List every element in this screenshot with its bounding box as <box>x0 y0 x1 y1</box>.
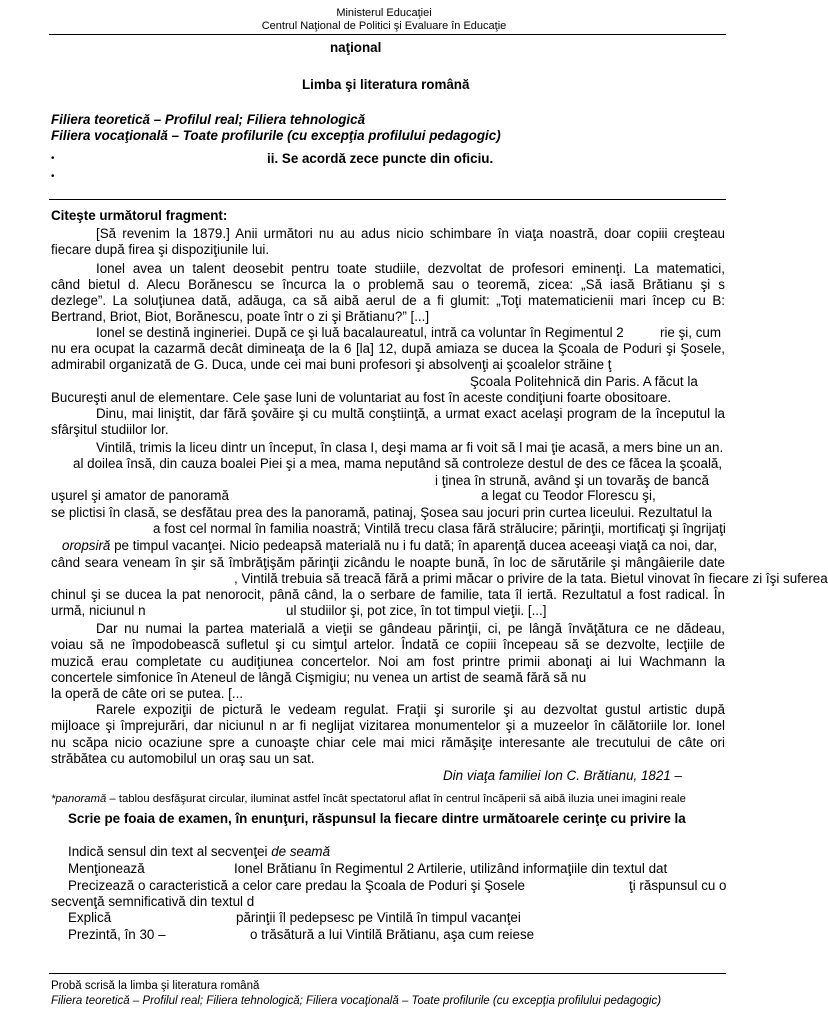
source-citation: Din viaţa familiei Ion C. Brătianu, 1821 – <box>443 768 682 783</box>
text-line: când seara veneam în şir să îmbrăţişăm părinţii zicându le noapte bună, în loc de sărutările şi mângâierile date <box>51 555 725 570</box>
text-line: urmă, niciunul n <box>51 603 146 618</box>
footer-divider <box>49 973 726 974</box>
text-line: oropsiră pe timpul vacanţei. Nicio pedeapsă materială nu i fu dată; în aparenţă ducea aceeaşi viaţă ca noi, dar, <box>62 538 718 553</box>
text-line: muzică erau completate cu audiţiunea concertelor. Noi am fost printre primii abonaţi ai lui Wachmann la <box>51 654 725 669</box>
text-line: i ţinea în strună, având şi un tovarăş de bancă <box>435 473 709 488</box>
text-line: chinul şi se ducea la pat nenorocit, până când, la o serbare de familie, tata îl iertă. Rezultatul a fost radical. În <box>51 587 725 602</box>
text-line: Ionel avea un talent deosebit pentru toate studiile, dezvoltat de profesori eminenţi. La matematici, <box>96 261 725 276</box>
bullet-icon: • <box>51 153 55 164</box>
header-exam-type: naţional <box>330 40 382 55</box>
text-line: străbătea cu automobilul un oraş sau un sat. <box>51 751 315 766</box>
text-line: a fost cel normal în familia noastră; Vintilă trecu clasa fără strălucire; părinţii, mortificaţi şi îngrijaţi <box>153 521 726 536</box>
text-line: Bertrand, Briot, Biot, Borănescu, poate într o zi şi Brătianu?” [...] <box>51 309 430 324</box>
task-2-verb: Menţionează <box>68 861 145 876</box>
text-line: [Să revenim la 1879.] Anii următori nu au adus nicio schimbare în viaţa noastră, doar copiii creşteau <box>96 226 725 241</box>
bullet-icon: • <box>51 171 55 182</box>
text-line: , Vintilă trebuia să treacă fără a primi măcar o privire de la tata. Bietul vinovat în fiecare zi îşi suferea <box>234 571 828 586</box>
text-line: Rarele expoziţii de pictură le vedeam regulat. Fraţii şi surorile şi au dezvoltat gustul artistic după <box>96 702 725 717</box>
task-1: Indică sensul din text al secvenţei de seamă <box>68 844 331 859</box>
text-line: dezlege”. La soluţiunea dată, adăuga, ca să aibă aerul de a fi glumit: „Toţi matematicienii mari încep cu B: <box>51 293 725 308</box>
task-2-text: Ionel Brătianu în Regimentul 2 Artilerie, utilizând informaţiile din textul dat <box>234 861 668 876</box>
text-line: mijloace şi împrejurări, dar niciunul n ar fi neglijat vizitarea monumentelor şi a muzeelor în călătoriile lor. Ionel <box>51 718 725 733</box>
text-line: Dinu, mai liniştit, dar fără şovăire şi cu multă conştiinţă, a urmat exact acelaşi program de la începutul la <box>96 406 725 421</box>
text-line: Şcoala Politehnică din Paris. A făcut la <box>470 374 698 389</box>
task-5-verb: Prezintă, în 30 – <box>68 927 166 942</box>
subject-title: Limba şi literatura română <box>302 77 470 92</box>
section-divider <box>49 199 726 200</box>
text-line: sfârşitul studiilor lor. <box>51 422 169 437</box>
task-3-cont: secvenţă semnificativă din textul d <box>51 894 255 909</box>
instruction: Scrie pe foaia de examen, în enunţuri, răspunsul la fiecare dintre următoarele cerinţe cu privire la <box>68 811 686 826</box>
text-line: fiecare după firea şi dispoziţiunile lui. <box>51 242 270 257</box>
footer-line-1: Probă scrisă la limba şi literatura română <box>51 980 260 992</box>
fragment-heading: Citeşte următorul fragment: <box>51 208 228 223</box>
text-line: concertele simfonice în Ateneul de lângă Cişmigiu; nu venea un artist de seamă fără să nu <box>51 670 587 685</box>
text-line: Ionel se destină ingineriei. După ce şi luă bacalaureatul, intră ca voluntar în Regimentul 2 <box>96 325 624 340</box>
task-5-text: o trăsătură a lui Vintilă Brătianu, aşa cum reiese <box>250 927 535 942</box>
header-center: Centrul Naţional de Politici şi Evaluare în Educaţie <box>261 20 507 32</box>
bullet-text: ii. Se acordă zece puncte din oficiu. <box>267 151 494 166</box>
text-line: Dar nu numai la partea materială a vieţii se gândeau părinţii, ci, pe lângă învăţătura ce ne dădeau, <box>96 621 725 636</box>
text-line: ul studiilor şi, pot zice, în tot timpul vieţii. [...] <box>286 603 547 618</box>
task-3-end: ţi răspunsul cu o <box>629 878 727 893</box>
text-line: voiau să ne împodobească sufletul şi cu simţul artelor. Îndată ce copiii începeau să se dezvolte, lecţiile de <box>51 637 725 652</box>
text-line: a legat cu Teodor Florescu şi, <box>481 488 656 503</box>
text-line: Vintilă, trimis la liceu dintr un început, în clasa I, deşi mama ar fi voit să l mai ţie acasă, a mers bine un an. <box>96 440 724 455</box>
text-line: rie şi, cum <box>660 325 722 340</box>
filiere-line-2: Filiera vocaţională – Toate profilurile (cu excepţia profilului pedagogic) <box>51 128 501 143</box>
task-4-text: părinţii îl pedepsesc pe Vintilă în timpul vacanţei <box>236 910 521 925</box>
task-4-verb: Explică <box>68 910 112 925</box>
text-line: Bucureşti anul de elementare. Cele şase luni de voluntariat au fost în aceste condiţiuni foarte obositoare. <box>51 390 672 405</box>
text-line: se plictisi în clasă, se desfătau prea des la panoramă, patinaj, Şosea sau jocuri prin curtea liceului. Rezultatul la <box>51 505 712 520</box>
text-line: când bietul d. Alecu Borănescu se încurca la o problemă sau o teoremă, zicea: „Să iasă Brătianu şi s <box>51 277 725 292</box>
text-line: uşurel şi amator de panoramă <box>51 488 229 503</box>
text-line: al doilea însă, din cauza boalei Piei şi a mea, mama neputând să controleze destul de des ce făcea la şcoală, <box>73 456 723 471</box>
filiere-line-1: Filiera teoretică – Profilul real; Filiera tehnologică <box>51 112 366 127</box>
header-ministry: Ministerul Educaţiei <box>336 7 432 19</box>
text-line: nu scăpa nicio ocaziune spre a cunoaşte chiar cele mai mici rămăşiţe interesante ale trecutului de câte ori <box>51 735 725 750</box>
header-divider <box>49 34 726 35</box>
footer-line-2: Filiera teoretică – Profilul real; Filiera tehnologică; Filiera vocaţională – Toate profilurile (cu excepţia profilului pedagogic) <box>51 995 662 1007</box>
text-line: admirabil organizată de G. Duca, unde cei mai buni profesori şi absolvenţi ai şcoalelor străine ţ <box>51 357 612 372</box>
text-line: la operă de câte ori se putea. [... <box>51 686 244 701</box>
footnote: *panoramă – tablou desfăşurat circular, iluminat astfel încât spectatorul aflat în centrul încăperii să aibă iluzia unei imagini reale <box>51 793 686 805</box>
text-line: nu era ocupat la cazarmă decât dimineaţa de la 6 [la] 12, după amiaza se ducea la Şcoala de Poduri şi Şosele, <box>51 341 725 356</box>
task-3-text: Precizează o caracteristică a celor care predau la Şcoala de Poduri şi Şosele <box>68 878 526 893</box>
